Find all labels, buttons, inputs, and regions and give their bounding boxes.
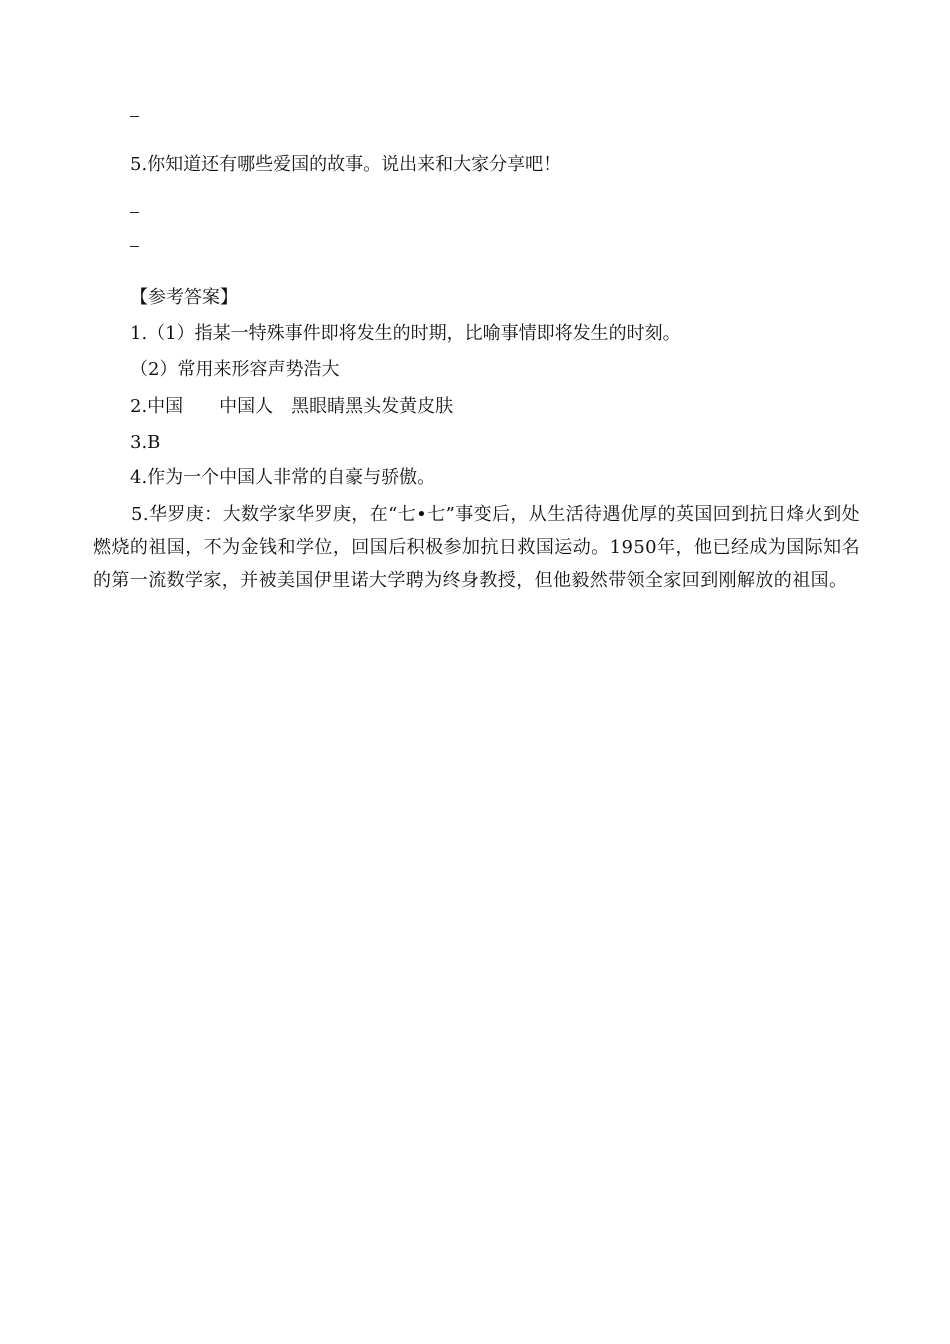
question-5-prompt: 5.你知道还有哪些爱国的故事。说出来和大家分享吧！ — [130, 154, 562, 175]
answer-blank-line — [130, 116, 139, 117]
answer-blank-line — [130, 246, 139, 247]
answer-blank-line — [130, 212, 139, 213]
answer-1-part-1: 1.（1）指某一特殊事件即将发生的时期，比喻事情即将发生的时刻。 — [130, 323, 681, 344]
answer-5: 5.华罗庚：大数学家华罗庚，在“七•七”事变后，从生活待遇优厚的英国回到抗日烽火到处燃烧的祖国，不为金钱和学位，回国后积极参加抗日救国运动。1950年，他已经成为国际知名的第一流数学家，并被美国伊里诺大学聘为终身教授，但他毅然带领全家回到刚解放的祖国。 — [93, 504, 860, 591]
answer-1-part-2: （2）常用来形容声势浩大 — [130, 359, 340, 380]
answer-4: 4.作为一个中国人非常的自豪与骄傲。 — [130, 467, 436, 488]
answers-heading: 【参考答案】 — [130, 287, 238, 308]
answer-2: 2.中国 中国人 黑眼睛黑头发黄皮肤 — [130, 396, 454, 417]
answer-3: 3.B — [130, 432, 161, 453]
